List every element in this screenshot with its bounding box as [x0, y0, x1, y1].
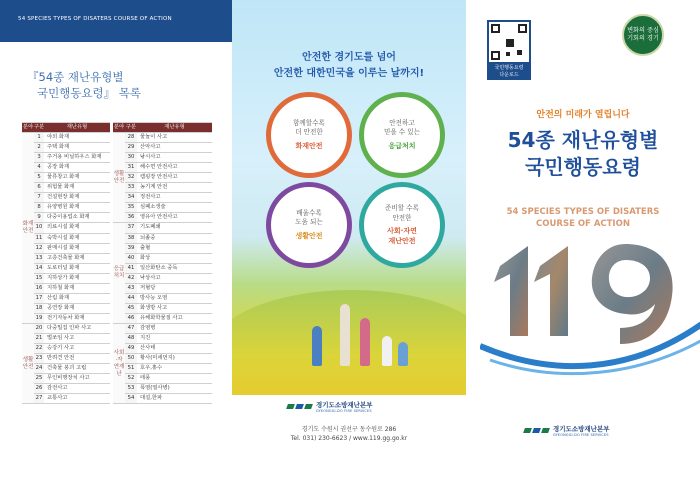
toc-table [22, 122, 212, 404]
row-number: 38 [125, 233, 137, 243]
category-cell: 생활안전 [22, 323, 34, 403]
disaster-type: 캠핑장 안전사고 [137, 173, 212, 183]
circle-line1: 안전하고 [389, 118, 415, 127]
cover-title-line1: 54종 재난유형별 [507, 128, 659, 152]
logo-english: GYEONGGI-DO FIRE SERVICES [316, 409, 372, 413]
disaster-type: 일산화탄소 중독 [137, 263, 212, 273]
row-number: 43 [125, 283, 137, 293]
toc-title-line1: 『54종 재난유형별 [27, 70, 124, 84]
column-gap [110, 253, 113, 263]
column-gap [110, 374, 113, 384]
toc-title [27, 69, 217, 101]
row-number: 4 [34, 163, 44, 173]
column-gap [110, 233, 113, 243]
slogan-line2: 안전한 대한민국을 이루는 날까지! [273, 68, 425, 79]
disaster-type: 지하철 화재 [44, 283, 110, 293]
gyeonggi-slogan-badge [622, 14, 664, 56]
disaster-type: 주택 화재 [44, 143, 110, 153]
row-number: 31 [125, 163, 137, 173]
disaster-type: 기도폐쇄 [137, 223, 212, 233]
row-number: 30 [125, 153, 137, 163]
column-gap [110, 153, 113, 163]
disaster-type: 건축물 붕괴 고립 [44, 364, 110, 374]
disaster-type: 의료시설 화재 [44, 223, 110, 233]
disaster-type: 호우,홍수 [137, 364, 212, 374]
row-number: 7 [34, 193, 44, 203]
toc-header-row [22, 123, 212, 133]
table-row [22, 133, 212, 143]
cover-title [466, 127, 700, 181]
row-number: 24 [34, 364, 44, 374]
row-number: 50 [125, 354, 137, 364]
row-number: 3 [34, 153, 44, 163]
row-number: 42 [125, 273, 137, 283]
column-gap [110, 183, 113, 193]
disaster-type: 정전사고 [137, 193, 212, 203]
row-number: 18 [34, 303, 44, 313]
category-cell: 생활안전 [113, 133, 125, 223]
qr-label-line2: 다운로드 [499, 72, 519, 78]
column-gap [110, 263, 113, 273]
row-number: 29 [125, 143, 137, 153]
row-number: 48 [125, 333, 137, 343]
row-number: 36 [125, 213, 137, 223]
disaster-type: 벌쏘임 사고 [44, 333, 110, 343]
disaster-type: 황사(미세먼지) [137, 354, 212, 364]
row-number: 19 [34, 313, 44, 323]
disaster-type: 유양병원 화재 [44, 203, 110, 213]
row-number: 51 [125, 364, 137, 374]
slogan [232, 50, 466, 82]
header-category: 분야 [22, 123, 34, 133]
column-gap [110, 163, 113, 173]
disaster-type: 건설현장 화재 [44, 193, 110, 203]
row-number: 40 [125, 253, 137, 263]
disaster-type: 숙박시설 화재 [44, 233, 110, 243]
row-number: 33 [125, 183, 137, 193]
disaster-type: 야외 화재 [44, 133, 110, 143]
header-band [0, 0, 232, 42]
category-cell: 화재안전 [22, 133, 34, 324]
row-number: 53 [125, 384, 137, 394]
disaster-type: 영유아 안전사고 [137, 213, 212, 223]
row-number: 1 [34, 133, 44, 143]
badge-line1: 변화의 중심 [627, 27, 659, 34]
logo-english: GYEONGGI-DO FIRE SERVICES [553, 433, 609, 437]
disaster-type: 물류창고 화재 [44, 173, 110, 183]
circle-line2: 더 안전한 [295, 128, 323, 137]
disaster-type: 다중이용업소 화재 [44, 213, 110, 223]
header-type-2: 재난유형 [137, 123, 212, 133]
disaster-type: 무인비행장치 사고 [44, 374, 110, 384]
column-gap [110, 333, 113, 343]
row-number: 44 [125, 293, 137, 303]
row-number: 52 [125, 374, 137, 384]
row-number: 35 [125, 203, 137, 213]
row-number: 27 [34, 394, 44, 404]
category-cell: 응급처치 [113, 223, 125, 323]
disaster-type: 농기계 안전 [137, 183, 212, 193]
qr-download-label[interactable] [487, 64, 531, 80]
row-number: 49 [125, 344, 137, 354]
column-gap [110, 243, 113, 253]
column-gap [110, 303, 113, 313]
circle-highlight: 화재안전 [295, 141, 323, 150]
disaster-type: 승강기 사고 [44, 344, 110, 354]
disaster-type: 감염병 [137, 323, 212, 333]
disaster-type: 공장 화재 [44, 163, 110, 173]
header-category-2: 분야 [113, 123, 125, 133]
circle-line1: 준비할 수록 [385, 204, 419, 212]
row-number: 14 [34, 263, 44, 273]
row-number: 25 [34, 374, 44, 384]
row-number: 39 [125, 243, 137, 253]
column-gap [110, 173, 113, 183]
disaster-type: 판매시설 화재 [44, 243, 110, 253]
address: 경기도 수원시 권선구 동수원로 286 [301, 426, 397, 433]
logo-mark-icon [524, 428, 549, 433]
row-number: 9 [34, 213, 44, 223]
circle-life-safety [266, 182, 352, 268]
disaster-type: 방사능 오염 [137, 293, 212, 303]
circle-highlight: 사회·자연 재난안전 [387, 227, 417, 245]
circle-first-aid [359, 92, 445, 178]
row-number: 41 [125, 263, 137, 273]
disaster-type: 산림 화재 [44, 293, 110, 303]
column-gap [110, 394, 113, 404]
disaster-type: 출혈 [137, 243, 212, 253]
row-number: 45 [125, 303, 137, 313]
disaster-type: 산악사고 [137, 143, 212, 153]
logo-name: 경기도소방재난본부 [553, 425, 610, 433]
row-number: 20 [34, 323, 44, 333]
cover-right-panel [466, 0, 700, 494]
disaster-type: 공연장 화재 [44, 303, 110, 313]
column-gap [110, 193, 113, 203]
circle-highlight: 생활안전 [295, 231, 323, 240]
disaster-type: 교통사고 [44, 394, 110, 404]
row-number: 34 [125, 193, 137, 203]
disaster-type: 저혈당 [137, 283, 212, 293]
row-number: 32 [125, 173, 137, 183]
column-gap [110, 313, 113, 323]
disaster-type: 주거용 비닐하우스 화재 [44, 153, 110, 163]
disaster-type: 폭염(열사병) [137, 384, 212, 394]
table-row [22, 223, 212, 233]
119-emblem-graphic [480, 226, 700, 386]
circle-fire-safety [266, 92, 352, 178]
english-line2: COURSE OF ACTION [536, 219, 630, 229]
column-gap [110, 283, 113, 293]
row-number: 17 [34, 293, 44, 303]
disaster-type: 대설,한파 [137, 394, 212, 404]
family-photo [302, 296, 412, 366]
cover-subtitle: 안전의 미래가 열립니다 [536, 110, 630, 120]
disaster-type: 위험물 화재 [44, 183, 110, 193]
cover-title-line2: 국민행동요령 [525, 155, 641, 179]
disaster-type: 반려견 안전 [44, 354, 110, 364]
row-number: 2 [34, 143, 44, 153]
row-number: 13 [34, 253, 44, 263]
logo-mark-icon [287, 404, 312, 409]
disaster-type: 지하상가 화재 [44, 273, 110, 283]
column-gap [110, 344, 113, 354]
circle-line2: 믿을 수 있는 [383, 128, 421, 137]
disaster-type: 고층건축물 화재 [44, 253, 110, 263]
qr-label-line1: 국민행동요령 [494, 65, 524, 71]
disaster-type: 해수면 안전사고 [137, 163, 212, 173]
column-gap [110, 143, 113, 153]
column-gap [110, 273, 113, 283]
fire-services-logo [524, 424, 610, 437]
badge-line2: 기회의 경기 [627, 35, 659, 42]
circle-line1: 함께할수록 [293, 118, 325, 127]
row-number: 21 [34, 333, 44, 343]
toc-title-line2: 국민행동요령』 목록 [37, 86, 142, 100]
column-gap [110, 203, 113, 213]
disaster-type: 심폐소생술 [137, 203, 212, 213]
slogan-line1: 안전한 경기도를 넘어 [302, 52, 396, 63]
row-number: 26 [34, 384, 44, 394]
row-number: 23 [34, 354, 44, 364]
disaster-type: 태풍 [137, 374, 212, 384]
header-no-2: 구분 [125, 123, 137, 133]
circle-line2: 안전한 [392, 213, 412, 222]
contact: Tel. 031) 230-6623 / www.119.gg.go.kr [290, 435, 408, 442]
row-number: 11 [34, 233, 44, 243]
header-no: 구분 [34, 123, 44, 133]
disaster-type: 낚시사고 [137, 153, 212, 163]
column-gap [110, 293, 113, 303]
disaster-type: 산사태 [137, 344, 212, 354]
logo-name: 경기도소방재난본부 [316, 401, 373, 409]
disaster-type: 다중밀집 인파 사고 [44, 323, 110, 333]
qr-code-icon[interactable] [487, 20, 531, 64]
english-line1: 54 SPECIES TYPES OF DISATERS [506, 207, 660, 217]
disaster-type: 전기자동차 화재 [44, 313, 110, 323]
row-number: 46 [125, 313, 137, 323]
row-number: 6 [34, 183, 44, 193]
disaster-type: 낙상사고 [137, 273, 212, 283]
header-type: 재난유형 [44, 123, 110, 133]
row-number: 37 [125, 223, 137, 233]
row-number: 22 [34, 344, 44, 354]
column-gap [110, 354, 113, 364]
category-cell: 사회·자연재난 [113, 323, 125, 403]
disaster-type: 물놀이 사고 [137, 133, 212, 143]
circle-line2: 도움 되는 [295, 218, 323, 227]
disaster-type: 뇌졸중 [137, 233, 212, 243]
row-number: 10 [34, 223, 44, 233]
column-gap [110, 364, 113, 374]
table-row [22, 323, 212, 333]
column-gap [110, 213, 113, 223]
row-number: 16 [34, 283, 44, 293]
header-band-text: 54 SPECIES TYPES OF DISATERS COURSE OF ACTION [18, 16, 172, 22]
row-number: 5 [34, 173, 44, 183]
disaster-type: 유해화학물질 사고 [137, 313, 212, 323]
row-number: 54 [125, 394, 137, 404]
row-number: 47 [125, 323, 137, 333]
row-number: 8 [34, 203, 44, 213]
disaster-type: 화상 [137, 253, 212, 263]
disaster-type: 화생방 사고 [137, 303, 212, 313]
circle-line1: 배울수록 [296, 208, 322, 217]
circle-highlight: 응급처치 [388, 141, 416, 150]
disaster-type: 지진 [137, 333, 212, 343]
circle-disaster-safety [359, 182, 445, 268]
row-number: 28 [125, 133, 137, 143]
column-gap [110, 384, 113, 394]
row-number: 15 [34, 273, 44, 283]
toc-panel [0, 0, 232, 494]
row-number: 12 [34, 243, 44, 253]
cover-middle-panel [232, 0, 466, 494]
fire-services-logo [287, 400, 373, 413]
toc-body [22, 133, 212, 404]
disaster-type: 도로터널 화재 [44, 263, 110, 273]
disaster-type: 감전사고 [44, 384, 110, 394]
